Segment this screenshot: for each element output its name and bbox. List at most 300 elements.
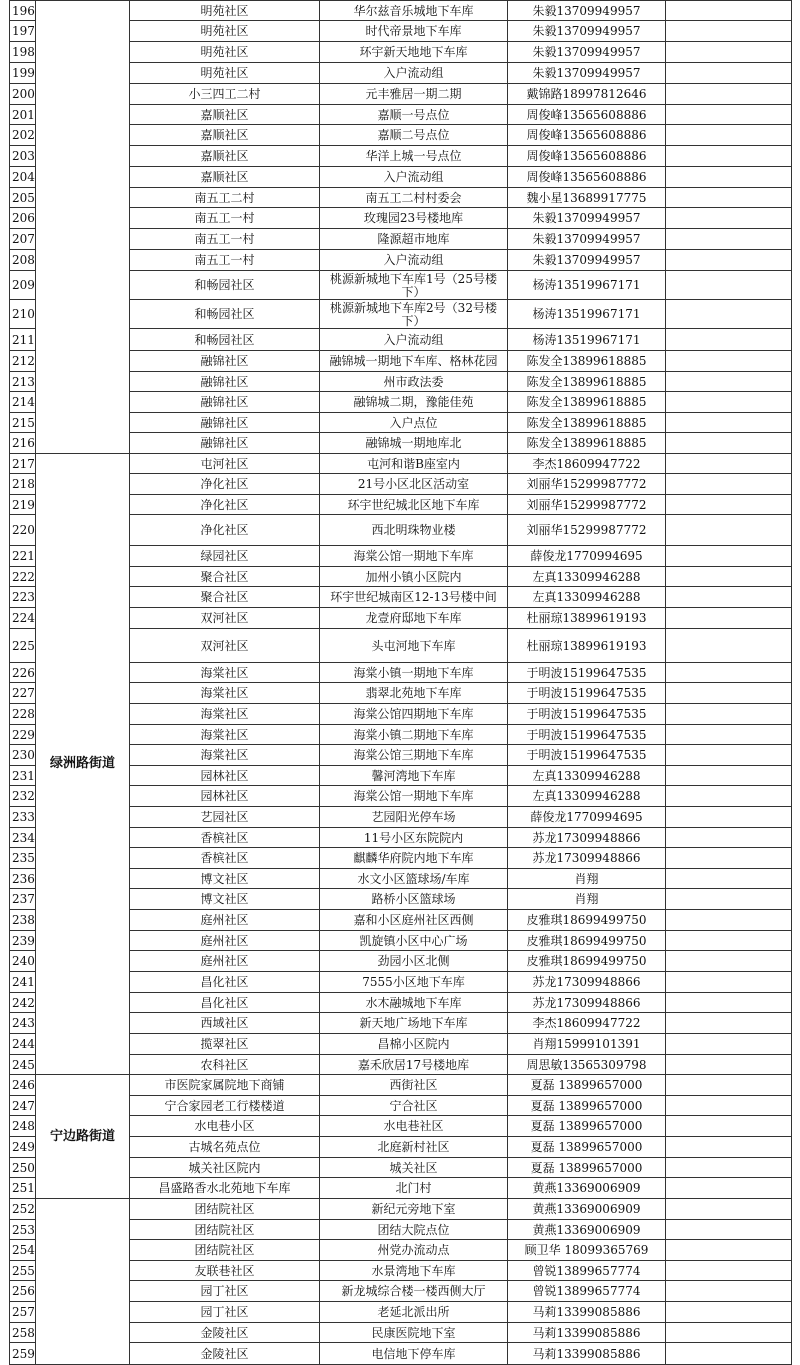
empty-cell bbox=[666, 250, 792, 271]
empty-cell bbox=[666, 125, 792, 146]
contact-cell: 杨涛13519967171 bbox=[508, 329, 666, 351]
row-number: 251 bbox=[10, 1178, 36, 1199]
row-number: 198 bbox=[10, 42, 36, 63]
location-cell: 州市政法委 bbox=[320, 372, 508, 392]
contact-cell: 马莉13399085886 bbox=[508, 1323, 666, 1343]
contact-cell: 左真13309946288 bbox=[508, 587, 666, 608]
empty-cell bbox=[666, 1240, 792, 1261]
contact-cell: 周俊峰13565608886 bbox=[508, 146, 666, 167]
empty-cell bbox=[666, 993, 792, 1013]
empty-cell bbox=[666, 515, 792, 546]
contact-cell: 苏龙17309948866 bbox=[508, 993, 666, 1013]
contact-cell: 戴锦路18997812646 bbox=[508, 84, 666, 105]
location-cell: 11号小区东院院内 bbox=[320, 828, 508, 848]
contact-cell: 于明波15199647535 bbox=[508, 683, 666, 704]
row-number: 255 bbox=[10, 1261, 36, 1281]
community-cell: 和畅园社区 bbox=[130, 271, 320, 300]
location-cell: 海棠公馆三期地下车库 bbox=[320, 745, 508, 766]
community-cell: 明苑社区 bbox=[130, 21, 320, 42]
location-cell: 新天地广场地下车库 bbox=[320, 1013, 508, 1034]
community-cell: 园丁社区 bbox=[130, 1281, 320, 1302]
empty-cell bbox=[666, 63, 792, 84]
empty-cell bbox=[666, 1281, 792, 1302]
location-cell: 嘉顺一号点位 bbox=[320, 105, 508, 125]
community-cell: 融锦社区 bbox=[130, 392, 320, 413]
community-cell: 屯河社区 bbox=[130, 454, 320, 474]
empty-cell bbox=[666, 828, 792, 848]
table-row bbox=[10, 1199, 792, 1220]
contact-cell: 朱毅13709949957 bbox=[508, 21, 666, 42]
row-number: 196 bbox=[10, 1, 36, 21]
contact-cell: 朱毅13709949957 bbox=[508, 229, 666, 250]
contact-cell: 左真13309946288 bbox=[508, 567, 666, 587]
empty-cell bbox=[666, 300, 792, 329]
community-cell: 双河社区 bbox=[130, 629, 320, 663]
contact-cell: 肖翔 bbox=[508, 889, 666, 910]
empty-cell bbox=[666, 392, 792, 413]
location-cell: 新纪元旁地下室 bbox=[320, 1199, 508, 1220]
empty-cell bbox=[666, 629, 792, 663]
location-cell: 电信地下停车库 bbox=[320, 1343, 508, 1365]
row-number: 213 bbox=[10, 372, 36, 392]
location-cell: 城关社区 bbox=[320, 1158, 508, 1178]
empty-cell bbox=[666, 869, 792, 889]
community-cell: 海棠社区 bbox=[130, 704, 320, 725]
empty-cell bbox=[666, 766, 792, 786]
row-number: 212 bbox=[10, 351, 36, 372]
community-cell: 和畅园社区 bbox=[130, 300, 320, 329]
contact-cell: 刘丽华15299987772 bbox=[508, 495, 666, 515]
row-number: 218 bbox=[10, 474, 36, 495]
row-number: 230 bbox=[10, 745, 36, 766]
empty-cell bbox=[666, 807, 792, 828]
location-cell: 元丰雅居一期二期 bbox=[320, 84, 508, 105]
row-number: 239 bbox=[10, 931, 36, 951]
row-number: 221 bbox=[10, 546, 36, 567]
contact-cell: 刘丽华15299987772 bbox=[508, 515, 666, 546]
location-cell: 龙壹府邸地下车库 bbox=[320, 608, 508, 629]
location-cell: 西街社区 bbox=[320, 1075, 508, 1096]
empty-cell bbox=[666, 663, 792, 683]
location-cell: 海棠公馆四期地下车库 bbox=[320, 704, 508, 725]
contact-cell: 左真13309946288 bbox=[508, 766, 666, 786]
contact-cell: 李杰18609947722 bbox=[508, 454, 666, 474]
row-number: 197 bbox=[10, 21, 36, 42]
community-cell: 园林社区 bbox=[130, 786, 320, 807]
contact-cell: 陈发全13899618885 bbox=[508, 351, 666, 372]
contact-cell: 曾锐13899657774 bbox=[508, 1261, 666, 1281]
table-row bbox=[10, 1075, 792, 1096]
location-cell: 西北明珠物业楼 bbox=[320, 515, 508, 546]
row-number: 210 bbox=[10, 300, 36, 329]
row-number: 207 bbox=[10, 229, 36, 250]
contact-cell: 朱毅13709949957 bbox=[508, 208, 666, 229]
row-number: 233 bbox=[10, 807, 36, 828]
location-cell: 桃源新城地下车库2号（32号楼下） bbox=[320, 300, 508, 329]
row-number: 254 bbox=[10, 1240, 36, 1261]
contact-cell: 杨涛13519967171 bbox=[508, 271, 666, 300]
row-number: 257 bbox=[10, 1302, 36, 1323]
table-row bbox=[10, 1, 792, 21]
row-number: 204 bbox=[10, 167, 36, 188]
contact-cell: 苏龙17309948866 bbox=[508, 828, 666, 848]
community-cell: 双河社区 bbox=[130, 608, 320, 629]
location-cell: 玫瑰园23号楼地库 bbox=[320, 208, 508, 229]
row-number: 244 bbox=[10, 1034, 36, 1055]
location-cell: 桃源新城地下车库1号（25号楼下） bbox=[320, 271, 508, 300]
contact-cell: 朱毅13709949957 bbox=[508, 250, 666, 271]
empty-cell bbox=[666, 146, 792, 167]
community-cell: 博文社区 bbox=[130, 889, 320, 910]
empty-cell bbox=[666, 188, 792, 208]
contact-cell: 皮雅琪18699499750 bbox=[508, 910, 666, 931]
location-cell: 融锦城一期地下车库、格林花园 bbox=[320, 351, 508, 372]
row-number: 235 bbox=[10, 848, 36, 869]
location-cell: 隆源超市地库 bbox=[320, 229, 508, 250]
row-number: 216 bbox=[10, 433, 36, 454]
empty-cell bbox=[666, 931, 792, 951]
location-cell: 宁合社区 bbox=[320, 1096, 508, 1116]
location-cell: 7555小区地下车库 bbox=[320, 972, 508, 993]
community-cell: 西域社区 bbox=[130, 1013, 320, 1034]
contact-cell: 刘丽华15299987772 bbox=[508, 474, 666, 495]
location-cell: 劲园小区北侧 bbox=[320, 951, 508, 972]
location-cell: 环宇世纪城北区地下车库 bbox=[320, 495, 508, 515]
community-cell: 融锦社区 bbox=[130, 433, 320, 454]
contact-cell: 周俊峰13565608886 bbox=[508, 167, 666, 188]
community-cell: 绿园社区 bbox=[130, 546, 320, 567]
empty-cell bbox=[666, 1178, 792, 1199]
location-cell: 屯河和谐B座室内 bbox=[320, 454, 508, 474]
contact-cell: 夏磊 13899657000 bbox=[508, 1137, 666, 1158]
location-cell: 水文小区篮球场/车库 bbox=[320, 869, 508, 889]
empty-cell bbox=[666, 372, 792, 392]
contact-cell: 肖翔 bbox=[508, 869, 666, 889]
row-number: 202 bbox=[10, 125, 36, 146]
location-cell: 入户流动组 bbox=[320, 250, 508, 271]
location-cell: 北门村 bbox=[320, 1178, 508, 1199]
location-cell: 环宇新天地地下车库 bbox=[320, 42, 508, 63]
empty-cell bbox=[666, 546, 792, 567]
location-cell: 21号小区北区活动室 bbox=[320, 474, 508, 495]
contact-cell: 皮雅琪18699499750 bbox=[508, 951, 666, 972]
row-number: 227 bbox=[10, 683, 36, 704]
empty-cell bbox=[666, 21, 792, 42]
empty-cell bbox=[666, 1261, 792, 1281]
community-cell: 金陵社区 bbox=[130, 1343, 320, 1365]
contact-cell: 黄燕13369006909 bbox=[508, 1220, 666, 1240]
empty-cell bbox=[666, 725, 792, 745]
location-cell: 海棠公馆一期地下车库 bbox=[320, 786, 508, 807]
row-number: 231 bbox=[10, 766, 36, 786]
empty-cell bbox=[666, 433, 792, 454]
row-number: 243 bbox=[10, 1013, 36, 1034]
community-cell: 庭州社区 bbox=[130, 931, 320, 951]
empty-cell bbox=[666, 413, 792, 433]
community-cell: 南五工一村 bbox=[130, 250, 320, 271]
community-cell: 明苑社区 bbox=[130, 63, 320, 84]
row-number: 240 bbox=[10, 951, 36, 972]
empty-cell bbox=[666, 786, 792, 807]
community-cell: 团结院社区 bbox=[130, 1220, 320, 1240]
community-cell: 团结院社区 bbox=[130, 1199, 320, 1220]
community-cell: 昌化社区 bbox=[130, 972, 320, 993]
community-cell: 海棠社区 bbox=[130, 725, 320, 745]
street-cell bbox=[36, 1, 130, 454]
row-number: 209 bbox=[10, 271, 36, 300]
location-cell: 华洋上城一号点位 bbox=[320, 146, 508, 167]
empty-cell bbox=[666, 271, 792, 300]
contact-cell: 陈发全13899618885 bbox=[508, 413, 666, 433]
contact-cell: 苏龙17309948866 bbox=[508, 848, 666, 869]
location-cell: 艺园阳光停车场 bbox=[320, 807, 508, 828]
row-number: 225 bbox=[10, 629, 36, 663]
location-cell: 馨河湾地下车库 bbox=[320, 766, 508, 786]
empty-cell bbox=[666, 972, 792, 993]
contact-cell: 杜丽琼13899619193 bbox=[508, 629, 666, 663]
row-number: 234 bbox=[10, 828, 36, 848]
location-cell: 团结大院点位 bbox=[320, 1220, 508, 1240]
empty-cell bbox=[666, 1116, 792, 1137]
contact-cell: 朱毅13709949957 bbox=[508, 1, 666, 21]
contact-cell: 马莉13399085886 bbox=[508, 1343, 666, 1365]
community-cell: 嘉顺社区 bbox=[130, 146, 320, 167]
empty-cell bbox=[666, 208, 792, 229]
community-cell: 南五工二村 bbox=[130, 188, 320, 208]
row-number: 222 bbox=[10, 567, 36, 587]
row-number: 201 bbox=[10, 105, 36, 125]
contact-cell: 夏磊 13899657000 bbox=[508, 1116, 666, 1137]
community-cell: 农科社区 bbox=[130, 1055, 320, 1075]
row-number: 250 bbox=[10, 1158, 36, 1178]
community-cell: 宁合家园老工行楼楼道 bbox=[130, 1096, 320, 1116]
empty-cell bbox=[666, 848, 792, 869]
empty-cell bbox=[666, 495, 792, 515]
location-cell: 海棠小镇一期地下车库 bbox=[320, 663, 508, 683]
row-number: 226 bbox=[10, 663, 36, 683]
location-cell: 南五工二村村委会 bbox=[320, 188, 508, 208]
location-cell: 华尔兹音乐城地下车库 bbox=[320, 1, 508, 21]
contact-cell: 陈发全13899618885 bbox=[508, 392, 666, 413]
row-number: 252 bbox=[10, 1199, 36, 1220]
community-cell: 城关社区院内 bbox=[130, 1158, 320, 1178]
row-number: 203 bbox=[10, 146, 36, 167]
community-cell: 嘉顺社区 bbox=[130, 167, 320, 188]
testing-sites-table bbox=[9, 0, 792, 1365]
community-cell: 南五工一村 bbox=[130, 208, 320, 229]
row-number: 253 bbox=[10, 1220, 36, 1240]
community-cell: 海棠社区 bbox=[130, 683, 320, 704]
row-number: 259 bbox=[10, 1343, 36, 1365]
row-number: 238 bbox=[10, 910, 36, 931]
row-number: 228 bbox=[10, 704, 36, 725]
row-number: 199 bbox=[10, 63, 36, 84]
community-cell: 市医院家属院地下商铺 bbox=[130, 1075, 320, 1096]
community-cell: 融锦社区 bbox=[130, 351, 320, 372]
document-page bbox=[9, 0, 791, 1365]
table-row bbox=[10, 454, 792, 474]
location-cell: 融锦城一期地库北 bbox=[320, 433, 508, 454]
empty-cell bbox=[666, 105, 792, 125]
contact-cell: 夏磊 13899657000 bbox=[508, 1096, 666, 1116]
empty-cell bbox=[666, 474, 792, 495]
community-cell: 小三四工二村 bbox=[130, 84, 320, 105]
location-cell: 老延北派出所 bbox=[320, 1302, 508, 1323]
location-cell: 翡翠北苑地下车库 bbox=[320, 683, 508, 704]
contact-cell: 于明波15199647535 bbox=[508, 725, 666, 745]
empty-cell bbox=[666, 1137, 792, 1158]
empty-cell bbox=[666, 1096, 792, 1116]
community-cell: 海棠社区 bbox=[130, 663, 320, 683]
empty-cell bbox=[666, 1343, 792, 1365]
community-cell: 和畅园社区 bbox=[130, 329, 320, 351]
location-cell: 昌棉小区院内 bbox=[320, 1034, 508, 1055]
contact-cell: 皮雅琪18699499750 bbox=[508, 931, 666, 951]
location-cell: 海棠小镇二期地下车库 bbox=[320, 725, 508, 745]
location-cell: 入户流动组 bbox=[320, 63, 508, 84]
location-cell: 民康医院地下室 bbox=[320, 1323, 508, 1343]
empty-cell bbox=[666, 683, 792, 704]
location-cell: 加州小镇小区院内 bbox=[320, 567, 508, 587]
community-cell: 净化社区 bbox=[130, 474, 320, 495]
location-cell: 水电巷社区 bbox=[320, 1116, 508, 1137]
empty-cell bbox=[666, 329, 792, 351]
community-cell: 庭州社区 bbox=[130, 910, 320, 931]
row-number: 232 bbox=[10, 786, 36, 807]
community-cell: 水电巷小区 bbox=[130, 1116, 320, 1137]
empty-cell bbox=[666, 84, 792, 105]
community-cell: 揽翠社区 bbox=[130, 1034, 320, 1055]
row-number: 241 bbox=[10, 972, 36, 993]
row-number: 224 bbox=[10, 608, 36, 629]
row-number: 200 bbox=[10, 84, 36, 105]
empty-cell bbox=[666, 351, 792, 372]
community-cell: 艺园社区 bbox=[130, 807, 320, 828]
row-number: 249 bbox=[10, 1137, 36, 1158]
community-cell: 昌盛路香水北苑地下车库 bbox=[130, 1178, 320, 1199]
row-number: 219 bbox=[10, 495, 36, 515]
location-cell: 时代帝景地下车库 bbox=[320, 21, 508, 42]
row-number: 256 bbox=[10, 1281, 36, 1302]
row-number: 242 bbox=[10, 993, 36, 1013]
contact-cell: 黄燕13369006909 bbox=[508, 1178, 666, 1199]
location-cell: 头屯河地下车库 bbox=[320, 629, 508, 663]
location-cell: 入户点位 bbox=[320, 413, 508, 433]
community-cell: 嘉顺社区 bbox=[130, 105, 320, 125]
community-cell: 明苑社区 bbox=[130, 1, 320, 21]
row-number: 247 bbox=[10, 1096, 36, 1116]
location-cell: 入户流动组 bbox=[320, 329, 508, 351]
location-cell: 州党办流动点 bbox=[320, 1240, 508, 1261]
community-cell: 昌化社区 bbox=[130, 993, 320, 1013]
empty-cell bbox=[666, 1034, 792, 1055]
location-cell: 融锦城二期，豫能佳苑 bbox=[320, 392, 508, 413]
community-cell: 团结院社区 bbox=[130, 1240, 320, 1261]
empty-cell bbox=[666, 889, 792, 910]
location-cell: 海棠公馆一期地下车库 bbox=[320, 546, 508, 567]
row-number: 217 bbox=[10, 454, 36, 474]
street-cell: 宁边路街道 bbox=[36, 1075, 130, 1199]
contact-cell: 薛俊龙1770994695 bbox=[508, 807, 666, 828]
location-cell: 嘉禾欣居17号楼地库 bbox=[320, 1055, 508, 1075]
row-number: 236 bbox=[10, 869, 36, 889]
empty-cell bbox=[666, 704, 792, 725]
street-cell: 绿洲路街道 bbox=[36, 454, 130, 1075]
community-cell: 香槟社区 bbox=[130, 828, 320, 848]
community-cell: 庭州社区 bbox=[130, 951, 320, 972]
contact-cell: 杨涛13519967171 bbox=[508, 300, 666, 329]
contact-cell: 于明波15199647535 bbox=[508, 663, 666, 683]
contact-cell: 苏龙17309948866 bbox=[508, 972, 666, 993]
location-cell: 水景湾地下车库 bbox=[320, 1261, 508, 1281]
community-cell: 融锦社区 bbox=[130, 372, 320, 392]
row-number: 211 bbox=[10, 329, 36, 351]
empty-cell bbox=[666, 1323, 792, 1343]
row-number: 245 bbox=[10, 1055, 36, 1075]
community-cell: 嘉顺社区 bbox=[130, 125, 320, 146]
empty-cell bbox=[666, 910, 792, 931]
community-cell: 净化社区 bbox=[130, 515, 320, 546]
empty-cell bbox=[666, 567, 792, 587]
contact-cell: 肖翔15999101391 bbox=[508, 1034, 666, 1055]
empty-cell bbox=[666, 608, 792, 629]
table-body bbox=[10, 1, 792, 1365]
contact-cell: 曾锐13899657774 bbox=[508, 1281, 666, 1302]
community-cell: 聚合社区 bbox=[130, 567, 320, 587]
community-cell: 融锦社区 bbox=[130, 413, 320, 433]
community-cell: 聚合社区 bbox=[130, 587, 320, 608]
location-cell: 入户流动组 bbox=[320, 167, 508, 188]
community-cell: 明苑社区 bbox=[130, 42, 320, 63]
community-cell: 海棠社区 bbox=[130, 745, 320, 766]
row-number: 258 bbox=[10, 1323, 36, 1343]
community-cell: 香槟社区 bbox=[130, 848, 320, 869]
empty-cell bbox=[666, 1, 792, 21]
community-cell: 南五工一村 bbox=[130, 229, 320, 250]
contact-cell: 魏小星13689917775 bbox=[508, 188, 666, 208]
empty-cell bbox=[666, 229, 792, 250]
row-number: 237 bbox=[10, 889, 36, 910]
community-cell: 友联巷社区 bbox=[130, 1261, 320, 1281]
contact-cell: 夏磊 13899657000 bbox=[508, 1158, 666, 1178]
empty-cell bbox=[666, 1302, 792, 1323]
empty-cell bbox=[666, 951, 792, 972]
empty-cell bbox=[666, 1199, 792, 1220]
location-cell: 环宇世纪城南区12-13号楼中间 bbox=[320, 587, 508, 608]
location-cell: 水木融城地下车库 bbox=[320, 993, 508, 1013]
row-number: 220 bbox=[10, 515, 36, 546]
empty-cell bbox=[666, 167, 792, 188]
location-cell: 北庭新村社区 bbox=[320, 1137, 508, 1158]
contact-cell: 周思敏13565309798 bbox=[508, 1055, 666, 1075]
contact-cell: 顾卫华 18099365769 bbox=[508, 1240, 666, 1261]
empty-cell bbox=[666, 587, 792, 608]
empty-cell bbox=[666, 745, 792, 766]
contact-cell: 周俊峰13565608886 bbox=[508, 105, 666, 125]
community-cell: 古城名苑点位 bbox=[130, 1137, 320, 1158]
row-number: 205 bbox=[10, 188, 36, 208]
row-number: 214 bbox=[10, 392, 36, 413]
contact-cell: 陈发全13899618885 bbox=[508, 372, 666, 392]
row-number: 208 bbox=[10, 250, 36, 271]
contact-cell: 朱毅13709949957 bbox=[508, 63, 666, 84]
row-number: 215 bbox=[10, 413, 36, 433]
location-cell: 嘉顺二号点位 bbox=[320, 125, 508, 146]
empty-cell bbox=[666, 1075, 792, 1096]
street-cell bbox=[36, 1199, 130, 1365]
location-cell: 路桥小区篮球场 bbox=[320, 889, 508, 910]
empty-cell bbox=[666, 1055, 792, 1075]
